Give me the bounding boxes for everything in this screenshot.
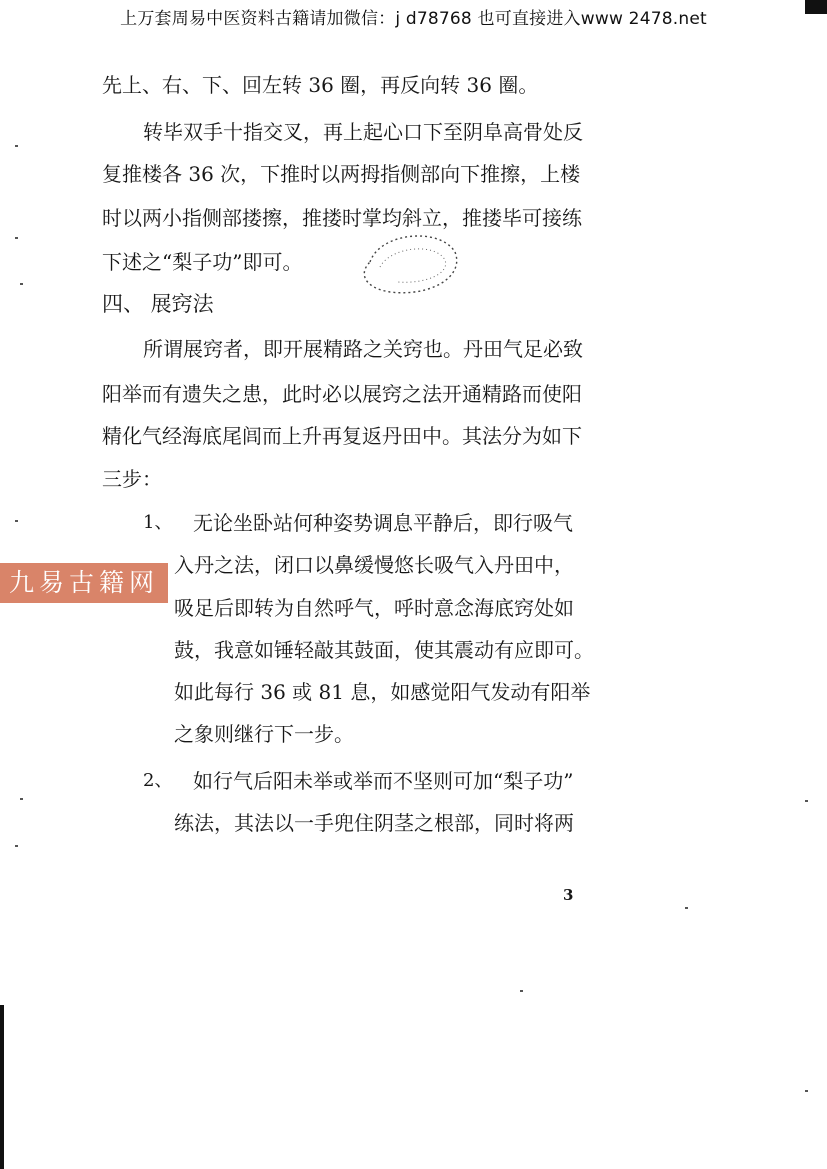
step-line: 无论坐卧站何种姿势调息平静后，即行吸气 — [193, 511, 573, 535]
body-line: 阳举而有遗失之患，此时必以展窍之法开通精路而使阳 — [102, 382, 582, 406]
header-banner: 上万套周易中医资料古籍请加微信：j d78768 也可直接进入www 2478.net — [120, 9, 707, 29]
scan-smudge — [350, 222, 470, 307]
step-line: 之象则继行下一步。 — [174, 722, 354, 746]
body-line: 所谓展窍者，即开展精路之关窍也。丹田气足必致 — [143, 337, 583, 361]
step-line: 练法，其法以一手兜住阴茎之根部，同时将两 — [174, 811, 574, 835]
section-heading: 四、 展窍法 — [102, 292, 214, 316]
step-line: 如此每行 36 或 81 息，如感觉阳气发动有阳举 — [174, 680, 591, 704]
step-line: 入丹之法，闭口以鼻缓慢悠长吸气入丹田中， — [174, 553, 574, 577]
step-line: 吸足后即转为自然呼气，呼时意念海底窍处如 — [174, 596, 574, 620]
step-line: 鼓，我意如锤轻敲其鼓面，使其震动有应即可。 — [174, 638, 594, 662]
body-line: 先上、右、下、回左转 36 圈，再反向转 36 圈。 — [102, 73, 539, 97]
step-number: 2、 — [143, 770, 173, 791]
watermark-logo: 九易古籍网 — [0, 563, 168, 603]
body-line: 精化气经海底尾闾而上升再复返丹田中。其法分为如下 — [102, 424, 582, 448]
body-line: 转毕双手十指交叉，再上起心口下至阴阜高骨处反 — [143, 120, 583, 144]
body-line: 时以两小指侧部搂擦，推搂时掌均斜立，推搂毕可接练 — [102, 206, 582, 230]
body-line: 下述之“梨子功”即可。 — [102, 250, 303, 274]
scan-corner-mark — [805, 0, 827, 14]
body-line: 复推楼各 36 次，下推时以两拇指侧部向下推擦，上楼 — [102, 162, 581, 186]
step-line: 如行气后阳未举或举而不坚则可加“梨子功” — [193, 769, 574, 793]
step-number: 1、 — [143, 512, 173, 533]
scan-edge-bar — [0, 1005, 4, 1169]
body-line: 三步： — [102, 467, 162, 491]
page-number: 3 — [563, 886, 574, 904]
